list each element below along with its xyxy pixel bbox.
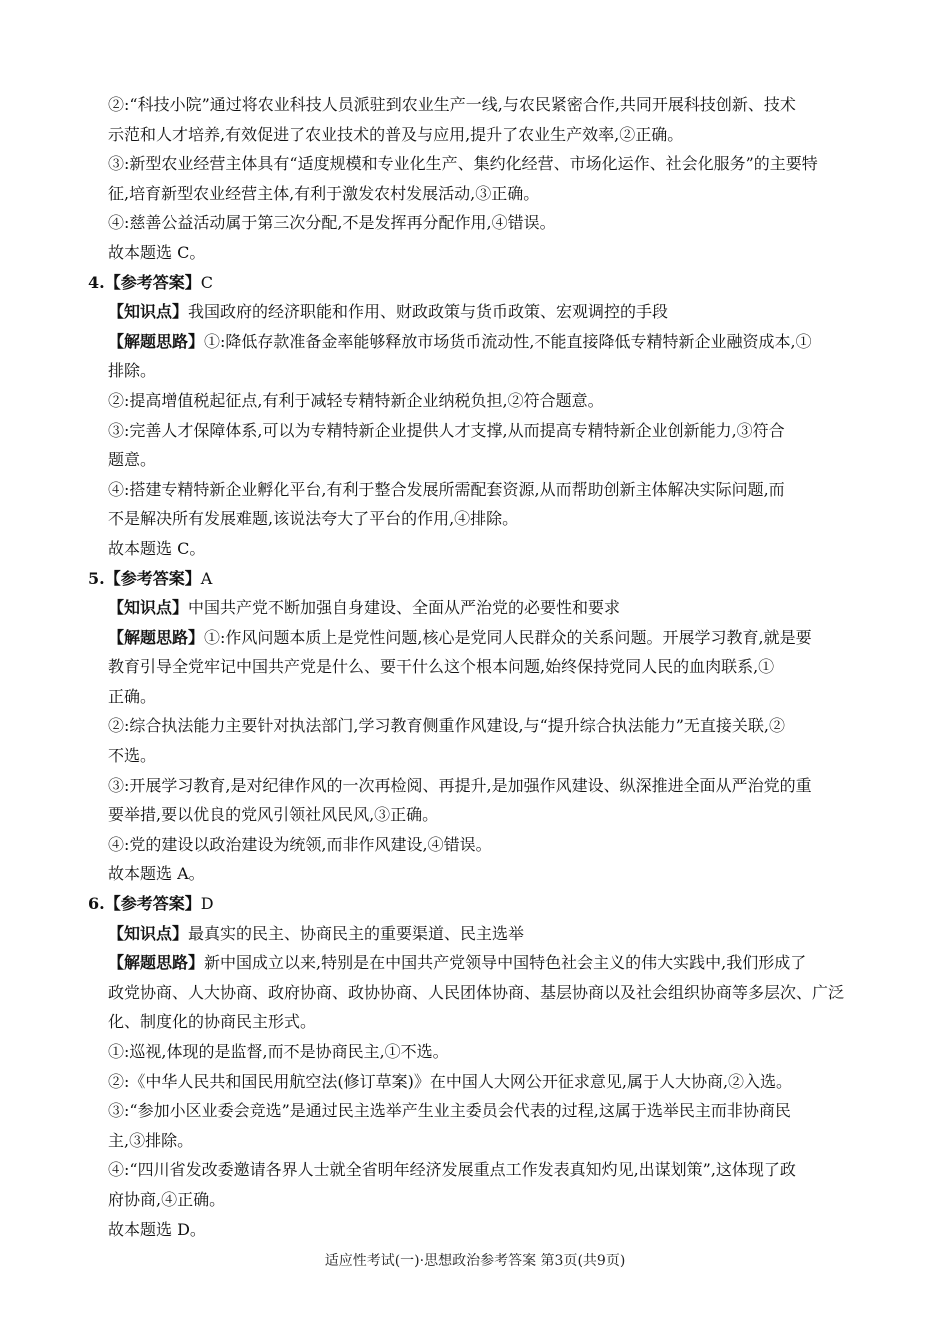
solution-idea: 【解题思路】①:作风问题本质上是党性问题,核心是党同人民群众的关系问题。开展学习教育,就是要 xyxy=(108,627,812,647)
answer-heading-6: 6.【参考答案】D xyxy=(88,894,214,914)
answer-heading-4: 4.【参考答案】C xyxy=(88,272,213,292)
answer-heading-5: 5.【参考答案】A xyxy=(88,568,213,588)
text-line: ②:《中华人民共和国民用航空法(修订草案)》在中国人大网公开征求意见,属于人大协商,②入选。 xyxy=(108,1071,793,1091)
text-line: ②:综合执法能力主要针对执法部门,学习教育侧重作风建设,与“提升综合执法能力”无直接关联,② xyxy=(108,716,786,736)
text-line: 政党协商、人大协商、政府协商、政协协商、人民团体协商、基层协商以及社会组织协商等多层次、广泛 xyxy=(108,982,845,1002)
text-line: 不选。 xyxy=(108,746,157,766)
text-line: 题意。 xyxy=(108,450,157,470)
text-line: ③:完善人才保障体系,可以为专精特新企业提供人才支撑,从而提高专精特新企业创新能力,③符合 xyxy=(108,420,785,440)
knowledge-point: 【知识点】最真实的民主、协商民主的重要渠道、民主选举 xyxy=(108,923,525,943)
text-line: ④:党的建设以政治建设为统领,而非作风建设,④错误。 xyxy=(108,834,492,854)
text-line: 征,培育新型农业经营主体,有利于激发农村发展活动,③正确。 xyxy=(108,183,540,203)
text-line: ②:提高增值税起征点,有利于减轻专精特新企业纳税负担,②符合题意。 xyxy=(108,390,604,410)
solution-idea: 【解题思路】新中国成立以来,特别是在中国共产党领导中国特色社会主义的伟大实践中,我们形成了 xyxy=(108,953,807,973)
text-line: 主,③排除。 xyxy=(108,1130,194,1150)
solution-idea: 【解题思路】①:降低存款准备金率能够释放市场货币流动性,不能直接降低专精特新企业融资成本,① xyxy=(108,331,812,351)
text-line: 示范和人才培养,有效促进了农业技术的普及与应用,提升了农业生产效率,②正确。 xyxy=(108,124,684,144)
conclusion-line: 故本题选 C。 xyxy=(108,242,206,262)
conclusion-line: 故本题选 C。 xyxy=(108,538,206,558)
text-line: ③:开展学习教育,是对纪律作风的一次再检阅、再提升,是加强作风建设、纵深推进全面从严治党的重 xyxy=(108,775,812,795)
text-line: ④:“四川省发改委邀请各界人士就全省明年经济发展重点工作发表真知灼见,出谋划策”,这体现了政 xyxy=(108,1160,796,1180)
conclusion-line: 故本题选 A。 xyxy=(108,864,205,884)
text-line: ④:搭建专精特新企业孵化平台,有利于整合发展所需配套资源,从而帮助创新主体解决实际问题,而 xyxy=(108,479,785,499)
text-line: 教育引导全党牢记中国共产党是什么、要干什么这个根本问题,始终保持党同人民的血肉联系,① xyxy=(108,657,775,677)
knowledge-point: 【知识点】我国政府的经济职能和作用、财政政策与货币政策、宏观调控的手段 xyxy=(108,302,669,322)
text-line: 不是解决所有发展难题,该说法夸大了平台的作用,④排除。 xyxy=(108,509,519,529)
text-line: ④:慈善公益活动属于第三次分配,不是发挥再分配作用,④错误。 xyxy=(108,213,556,233)
page-footer: 适应性考试(一)·思想政治参考答案 第3页(共9页) xyxy=(324,1253,626,1269)
text-line: 正确。 xyxy=(108,686,157,706)
text-line: ③:“参加小区业委会竞选”是通过民主选举产生业主委员会代表的过程,这属于选举民主而非协商民 xyxy=(108,1101,791,1121)
text-line: 要举措,要以优良的党风引领社风民风,③正确。 xyxy=(108,805,439,825)
text-line: 排除。 xyxy=(108,361,157,381)
text-line: ①:巡视,体现的是监督,而不是协商民主,①不选。 xyxy=(108,1042,449,1061)
text-line: 府协商,④正确。 xyxy=(108,1189,226,1209)
conclusion-line: 故本题选 D。 xyxy=(108,1219,206,1239)
answer-content xyxy=(88,90,860,1244)
knowledge-point: 【知识点】中国共产党不断加强自身建设、全面从严治党的必要性和要求 xyxy=(108,598,621,618)
text-line: ③:新型农业经营主体具有“适度规模和专业化生产、集约化经营、市场化运作、社会化服务”的主要特 xyxy=(108,154,818,174)
text-line: 化、制度化的协商民主形式。 xyxy=(108,1012,317,1032)
text-line: ②:“科技小院”通过将农业科技人员派驻到农业生产一线,与农民紧密合作,共同开展科技创新、技术 xyxy=(108,95,796,114)
